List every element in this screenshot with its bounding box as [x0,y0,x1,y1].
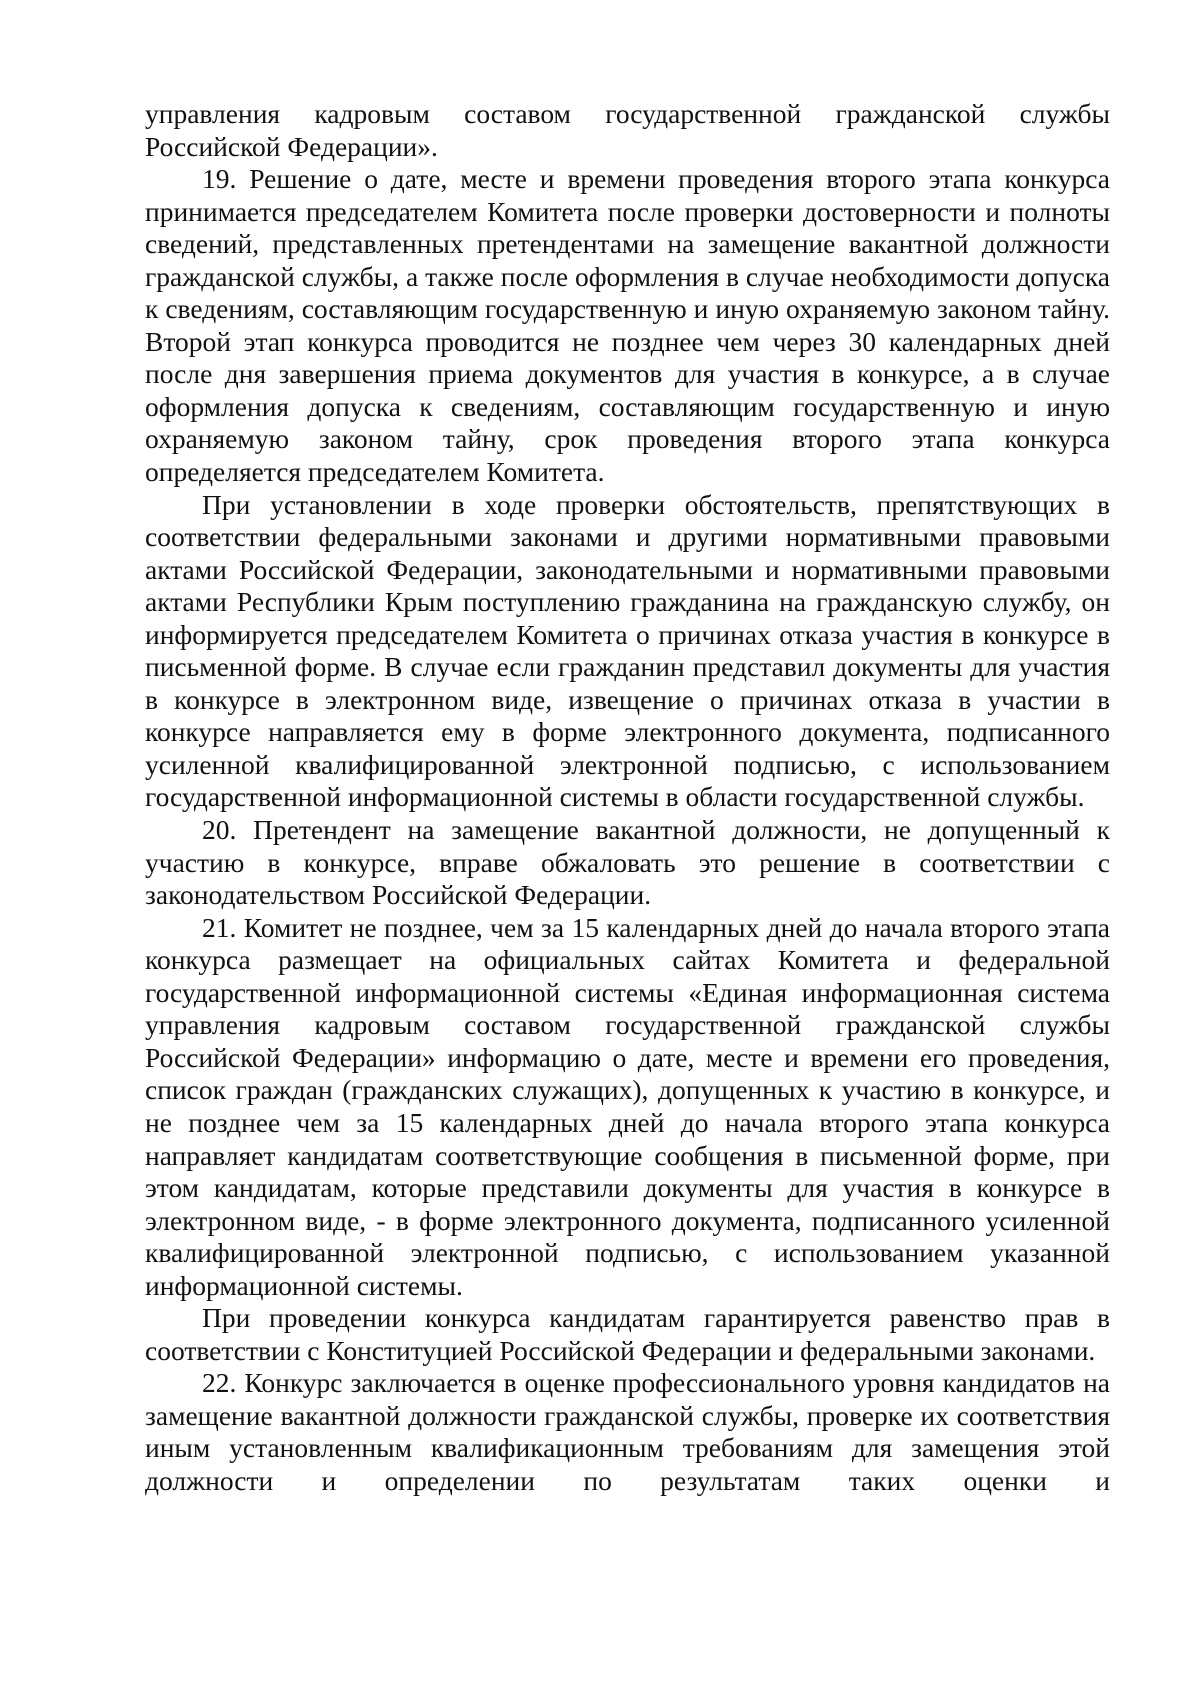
paragraph-20-appeal: 20. Претендент на замещение вакантной должности, не допущенный к участию в конкурсе, вправе обжаловать это решение в соответствии с законодательством Российской Федерации. [145,814,1110,911]
paragraph-21-equality: При проведении конкурса кандидатам гарантируется равенство прав в соответствии с Конституцией Российской Федерации и федеральными законами. [145,1302,1110,1366]
paragraph-continuation: управления кадровым составом государственной гражданской службы Российской Федерации». [145,98,1110,162]
paragraph-22-competition: 22. Конкурс заключается в оценке профессионального уровня кандидатов на замещение вакантной должности гражданской службы, проверке их соответствия иным установленным квалификационным требованиям для замещения этой должности и определении по результатам таких оценки и [145,1367,1110,1496]
document-body [145,98,1110,1498]
paragraph-21-notification: 21. Комитет не позднее, чем за 15 календарных дней до начала второго этапа конкурса размещает на официальных сайтах Комитета и федеральной государственной информационной системы «Единая информационная система управления кадровым составом государственной гражданской службы Российской Федерации» информацию о дате, месте и времени его проведения, список граждан (гражданских служащих), допущенных к участию в конкурсе, и не позднее чем за 15 календарных дней до начала второго этапа конкурса направляет кандидатам соответствующие сообщения в письменной форме, при этом кандидатам, которые представили документы для участия в конкурсе в электронном виде, - в форме электронного документа, подписанного усиленной квалифицированной электронной подписью, с использованием указанной информационной системы. [145,911,1110,1301]
paragraph-19-decision: 19. Решение о дате, месте и времени проведения второго этапа конкурса принимается председателем Комитета после проверки достоверности и полноты сведений, представленных претендентами на замещение вакантной должности гражданской службы, а также после оформления в случае необходимости допуска к сведениям, составляющим государственную и иную охраняемую законом тайну. Второй этап конкурса проводится не позднее чем через 30 календарных дней после дня завершения приема документов для участия в конкурсе, а в случае оформления допуска к сведениям, составляющим государственную и иную охраняемую законом тайну, срок проведения второго этапа конкурса определяется председателем Комитета. [145,163,1110,488]
paragraph-19-refusal: При установлении в ходе проверки обстоятельств, препятствующих в соответствии федеральными законами и другими нормативными правовыми актами Российской Федерации, законодательными и нормативными правовыми актами Республики Крым поступлению гражданина на гражданскую службу, он информируется председателем Комитета о причинах отказа участия в конкурсе в письменной форме. В случае если гражданин представил документы для участия в конкурсе в электронном виде, извещение о причинах отказа в участии в конкурсе направляется ему в форме электронного документа, подписанного усиленной квалифицированной электронной подписью, с использованием государственной информационной системы в области государственной службы. [145,488,1110,813]
